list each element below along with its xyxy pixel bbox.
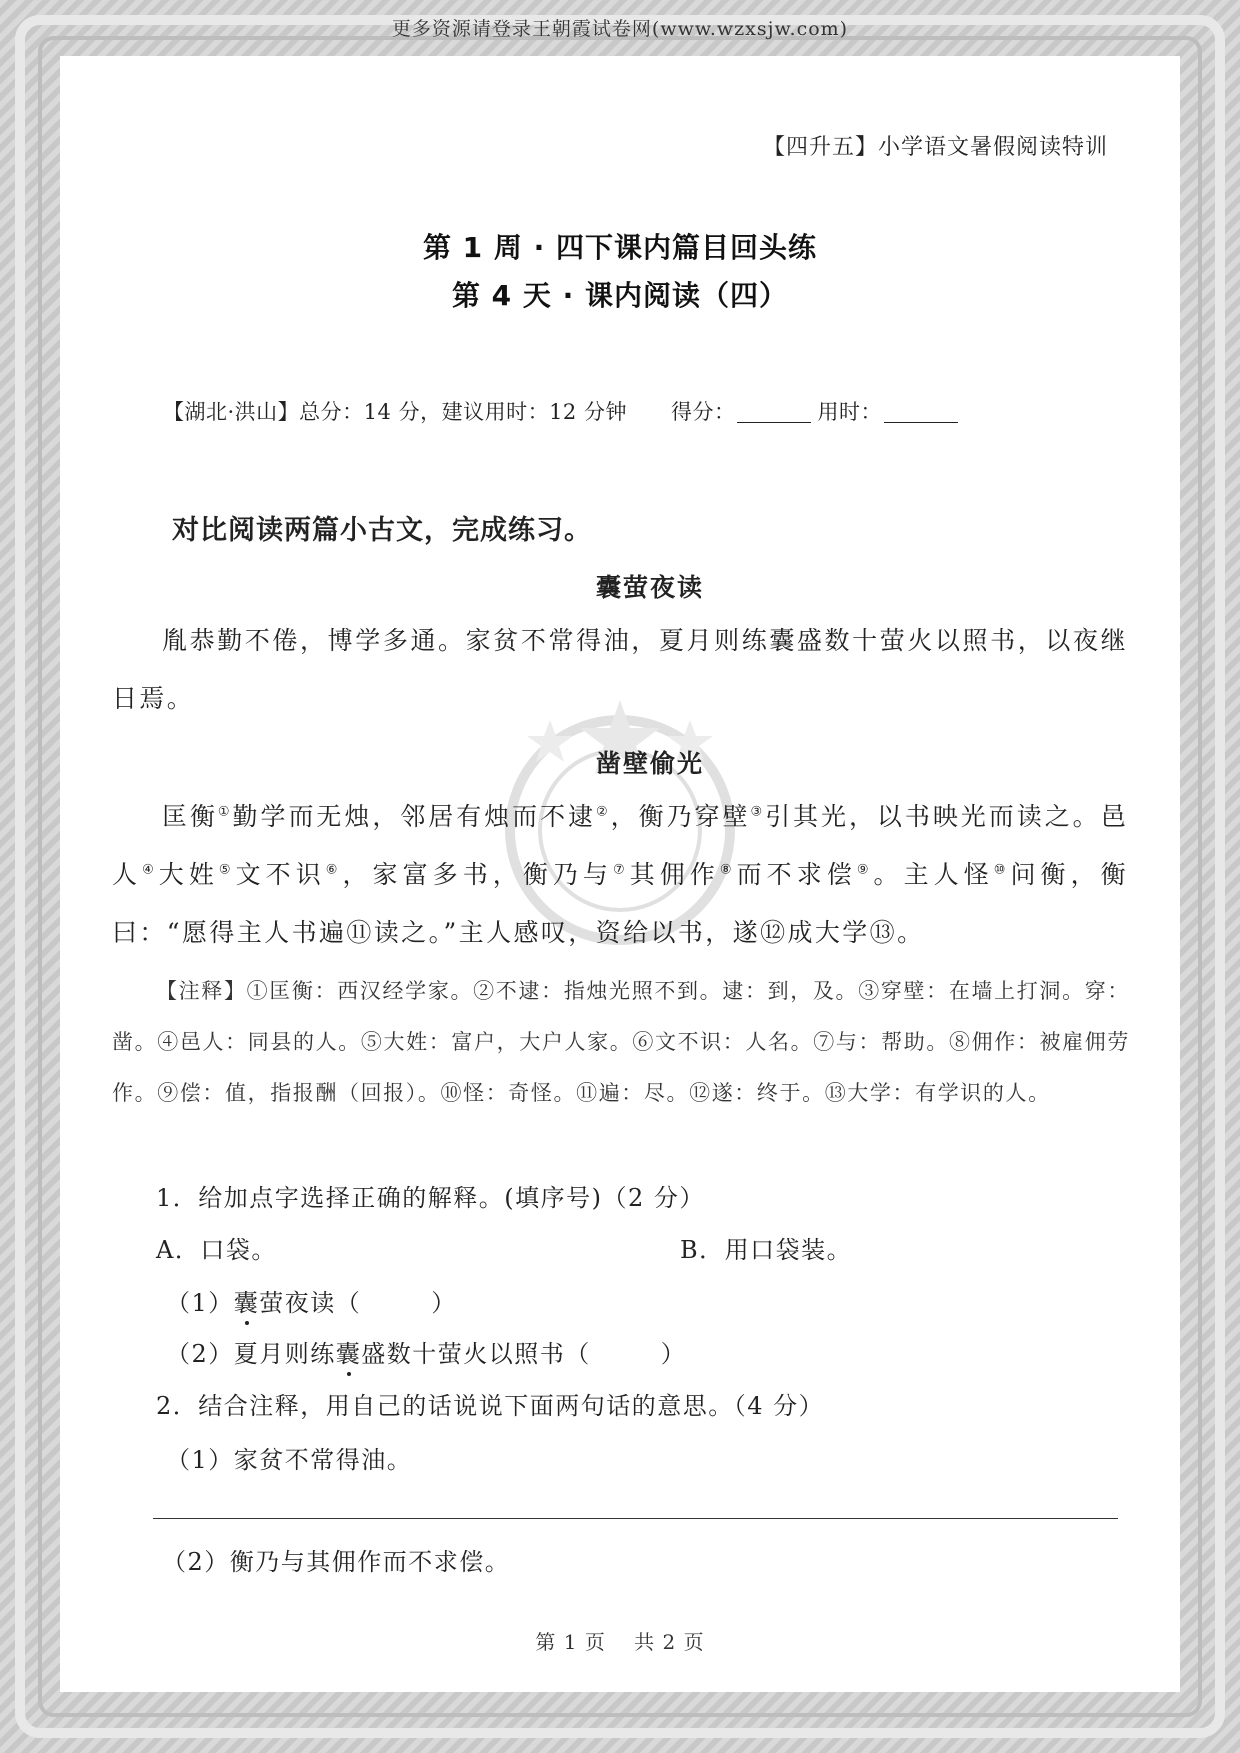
q1-sub-1: （1）囊萤夜读（ ）: [166, 1289, 457, 1317]
notes-label: 【注释】: [156, 979, 247, 1003]
time-label: 用时：: [817, 400, 882, 424]
score-label: 得分：: [670, 400, 736, 424]
meta-source: 【湖北·洪山】总分：14 分，建议用时：12 分钟: [163, 400, 627, 424]
q1-option-a: A．口袋。: [156, 1236, 277, 1264]
annotations: [112, 966, 1130, 1119]
passage1-text: 胤恭勤不倦，博学多通。家贫不常得油，夏月则练囊盛数十萤火以照书，以夜继日焉。: [112, 626, 1128, 713]
exam-meta: [163, 396, 964, 426]
q1-sub-2: （2）夏月则练囊盛数十萤火以照书（ ）: [166, 1340, 687, 1368]
passage2-text: 匡衡①勤学而无烛，邻居有烛而不逮②，衡乃穿壁③引其光，以书映光而读之。邑人④大姓⑤文不识⑥，家富多书，衡乃与⑦其佣作⑧而不求偿⑨。主人怪⑩问衡，衡曰：“愿得主人书遍⑪读之。”主人感叹，资给以书，遂⑫成大学⑬。: [112, 802, 1129, 947]
passage1-title: 囊萤夜读: [595, 573, 704, 602]
dotted-character: 囊: [335, 1340, 362, 1368]
question-1: 1．给加点字选择正确的解释。(填序号)（2 分）: [156, 1184, 705, 1212]
answer-line[interactable]: [153, 1518, 1118, 1519]
series-title: 【四升五】小学语文暑假阅读特训: [762, 135, 1108, 160]
time-blank[interactable]: [884, 402, 958, 423]
week-title: 第 1 周 · 四下课内篇目回头练: [422, 231, 818, 264]
score-blank[interactable]: [737, 402, 811, 423]
passage2-title: 凿壁偷光: [595, 749, 704, 778]
q1-option-b: B．用口袋装。: [680, 1236, 853, 1264]
instruction: 对比阅读两篇小古文，完成练习。: [172, 515, 592, 546]
page-number: 第 1 页 共 2 页: [535, 1630, 705, 1654]
q2-sub-1: （1）家贫不常得油。: [166, 1446, 413, 1474]
notes-text: ①匡衡：西汉经学家。②不逮：指烛光照不到。逮：到，及。③穿壁：在墙上打洞。穿：凿。④邑人：同县的人。⑤大姓：富户，大户人家。⑥文不识：人名。⑦与：帮助。⑧佣作：被雇佣劳作。⑨偿：值，指报酬（回报）。⑩怪：奇怪。⑪遍：尽。⑫遂：终于。⑬大学：有学识的人。: [112, 979, 1130, 1105]
site-banner: 更多资源请登录王朝霞试卷网(www.wzxsjw.com): [391, 18, 849, 40]
question-2: 2．结合注释，用自己的话说说下面两句话的意思。（4 分）: [156, 1392, 825, 1420]
day-title: 第 4 天 · 课内阅读（四）: [451, 279, 789, 312]
q2-sub-2: （2）衡乃与其佣作而不求偿。: [162, 1548, 511, 1576]
dotted-character: 囊: [233, 1289, 260, 1317]
